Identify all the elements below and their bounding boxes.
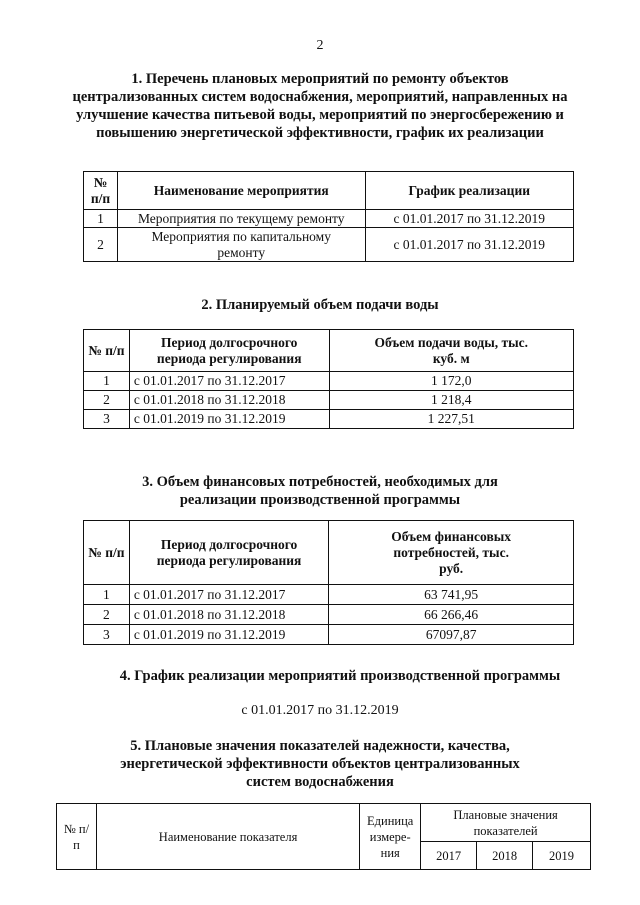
table-row: 2 с 01.01.2018 по 31.12.2018 1 218,4 (84, 391, 574, 410)
header-schedule: График реализации (365, 172, 573, 210)
table-row: 2 с 01.01.2018 по 31.12.2018 66 266,46 (84, 605, 574, 625)
header-unit: Единица измере-ния (360, 804, 421, 870)
header-name: Наименование мероприятия (117, 172, 365, 210)
header-num: № п/п (84, 172, 118, 210)
section-1-title: 1. Перечень плановых мероприятий по ремонту объектов централизованных систем водоснабжения, мероприятий, направленных на улучшение качества питьевой воды, мероприятий по энергосбережению и повышению энергетической эффективности, график их реализации (72, 71, 568, 141)
header-financial: Объем финансовых потребностей, тыс. руб. (329, 521, 574, 585)
table-header-row (84, 521, 574, 585)
table-row: 3 с 01.01.2019 по 31.12.2019 67097,87 (84, 625, 574, 645)
table-row: 1 с 01.01.2017 по 31.12.2017 1 172,0 (84, 372, 574, 391)
table-water-volume (83, 329, 574, 429)
header-year-2018: 2018 (477, 842, 533, 870)
table-header-row (84, 172, 574, 210)
table-header-row (84, 330, 574, 372)
section-5-title: 5. Плановые значения показателей надежности, качества, энергетической эффективности объектов централизованных систем водоснабжения (120, 738, 520, 790)
header-indicator-name: Наименование показателя (96, 804, 359, 870)
section-2-title: 2. Планируемый объем подачи воды (201, 297, 439, 313)
table-row: 2 Мероприятия по капитальному ремонту с 01.01.2017 по 31.12.2019 (84, 228, 574, 262)
table-measures (83, 171, 574, 262)
page-number: 2 (316, 38, 324, 53)
table-indicators (56, 803, 591, 870)
header-period: Период долгосрочного периода регулирования (129, 521, 329, 585)
header-num: № п/п (84, 521, 130, 585)
table-row: 1 с 01.01.2017 по 31.12.2017 63 741,95 (84, 585, 574, 605)
section-3-title: 3. Объем финансовых потребностей, необходимых для реализации производственной программы (142, 474, 498, 508)
header-num: № п/п (57, 804, 97, 870)
header-planned-values: Плановые значения показателей (421, 804, 591, 842)
header-period: Период долгосрочного периода регулирования (129, 330, 329, 372)
header-num: № п/п (84, 330, 130, 372)
header-volume: Объем подачи воды, тыс. куб. м (329, 330, 573, 372)
section-4-title: 4. График реализации мероприятий производственной программы (119, 668, 561, 684)
table-row: 3 с 01.01.2019 по 31.12.2019 1 227,51 (84, 410, 574, 429)
table-financial-needs (83, 520, 574, 645)
table-row: 1 Мероприятия по текущему ремонту с 01.01.2017 по 31.12.2019 (84, 210, 574, 228)
table-header-row (57, 804, 591, 842)
section-4-period: с 01.01.2017 по 31.12.2019 (241, 703, 399, 718)
header-year-2019: 2019 (533, 842, 591, 870)
header-year-2017: 2017 (421, 842, 477, 870)
